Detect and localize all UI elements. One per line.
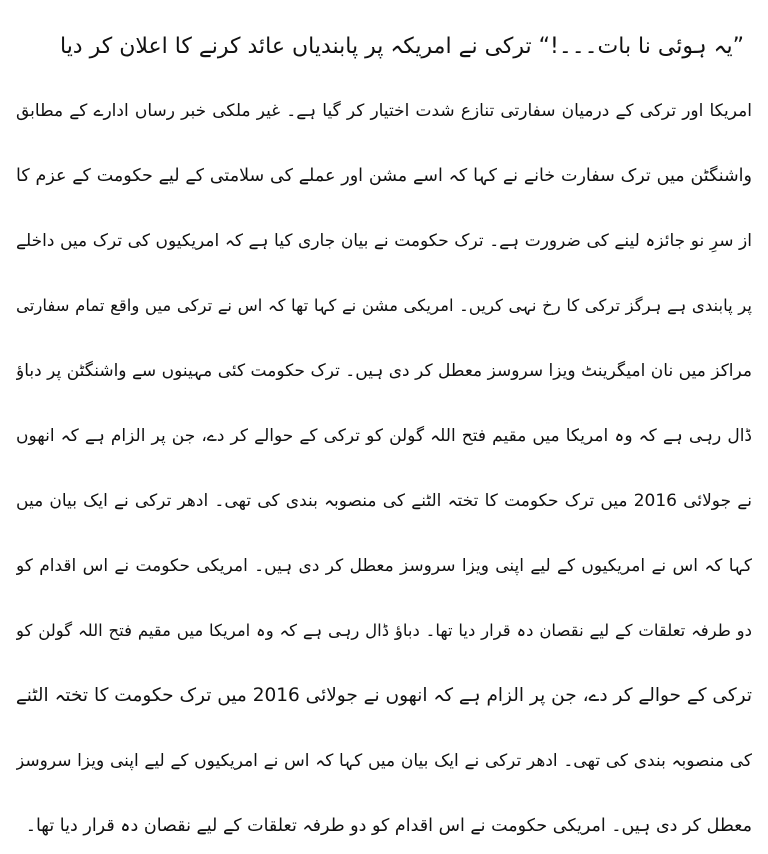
body-line: کہا کہ اس نے امریکیوں کے لیے اپنی ویزا سروسز معطل کر دی ہیں۔ امریکی حکومت نے اس اقدام کو	[16, 556, 752, 576]
body-line: ترکی کے حوالے کر دے، جن پر الزام ہے کہ انھوں نے جولائی 2016 میں ترک حکومت کا تختہ الٹنے	[16, 685, 752, 706]
body-line: کی منصوبہ بندی کی تھی۔ ادھر ترکی نے ایک بیان میں کہا کہ اس نے امریکیوں کے لیے اپنی ویزا سروسز	[16, 751, 752, 771]
body-line: معطل کر دی ہیں۔ امریکی حکومت نے اس اقدام کو دو طرفہ تعلقات کے لیے نقصان دہ قرار دیا تھا۔	[25, 816, 752, 836]
body-line: پر پابندی ہے ہرگز ترکی کا رخ نہی کریں۔ امریکی مشن نے کہا تھا کہ اس نے ترکی میں واقع تمام سفارتی	[16, 296, 752, 315]
body-line: دو طرفہ تعلقات کے لیے نقصان دہ قرار دیا تھا۔ دباؤ ڈال رہی ہے کہ وہ امریکا میں مقیم فتح اللہ گولن کو	[16, 621, 752, 640]
article-headline: ”یہ ہوئی نا بات۔۔۔!“ ترکی نے امریکہ پر پابندیاں عائد کرنے کا اعلان کر دیا	[59, 34, 744, 59]
body-line: نے جولائی 2016 میں ترک حکومت کا تختہ الٹنے کی منصوبہ بندی کی تھی۔ ادھر ترکی نے ایک بیان میں	[16, 491, 752, 511]
body-line: امریکا اور ترکی کے درمیان سفارتی تنازع شدت اختیار کر گیا ہے۔ غیر ملکی خبر رساں ادارے کے مطابق	[16, 101, 752, 121]
body-line: واشنگٹن میں ترک سفارت خانے نے کہا کہ اسے مشن اور عملے کی سلامتی کے لیے حکومت کے عزم کا	[16, 166, 752, 186]
body-line: مراکز میں نان امیگرینٹ ویزا سروسز معطل کر دی ہیں۔ ترک حکومت کئی مہینوں سے واشنگٹن پر دباؤ	[16, 361, 752, 381]
body-line: ڈال رہی ہے کہ وہ امریکا میں مقیم فتح اللہ گولن کو ترکی کے حوالے کر دے، جن پر الزام ہے کہ انھوں	[16, 426, 752, 446]
article-body	[16, 94, 752, 843]
body-line: از سرِ نو جائزہ لینے کی ضرورت ہے۔ ترک حکومت نے بیان جاری کیا ہے کہ امریکیوں کی ترک میں داخلے	[16, 231, 752, 251]
